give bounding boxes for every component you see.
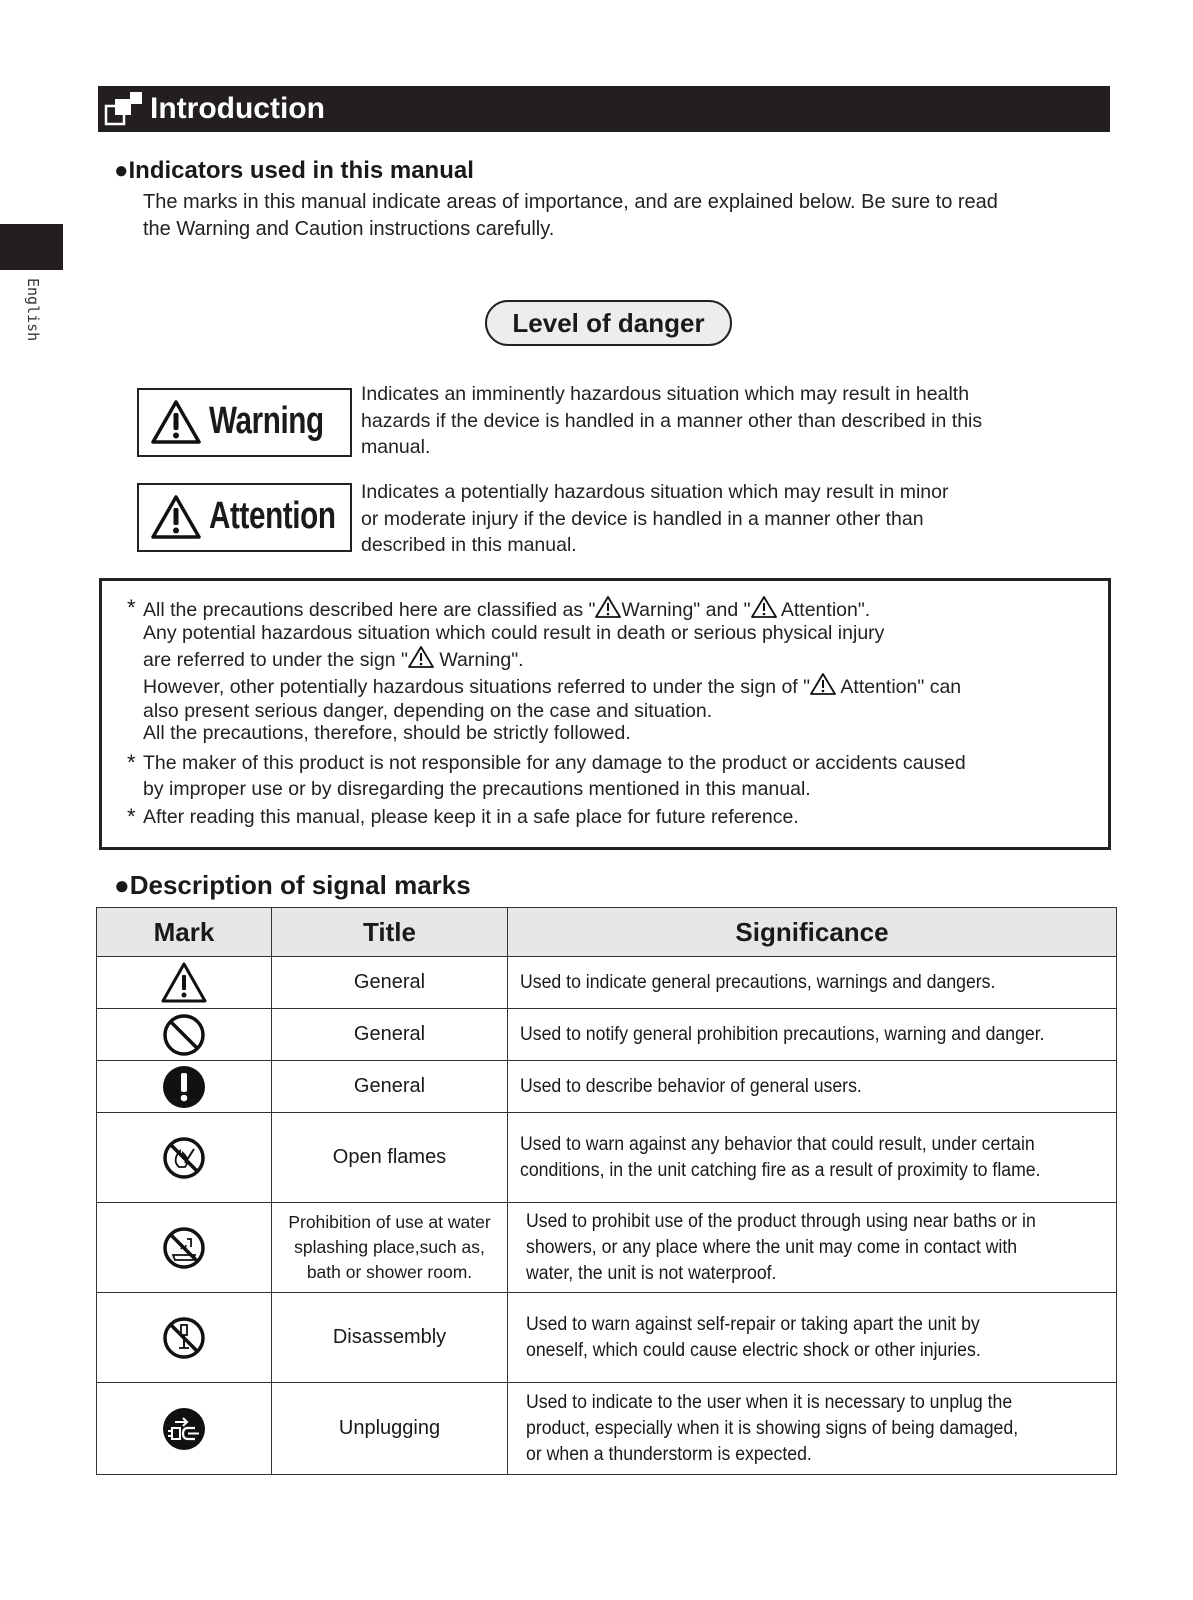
note-1-line-6: All the precautions, therefore, should be strictly followed. [143, 722, 631, 744]
precautions-notes-box [99, 578, 1111, 850]
mark-cell [97, 1203, 272, 1293]
mark-cell [97, 957, 272, 1009]
title-line: Prohibition of use at water [288, 1212, 491, 1232]
significance-line: product, especially when it is showing signs of being damaged, [526, 1417, 1019, 1439]
page-title: Introduction [150, 92, 325, 125]
signal-marks-table [96, 907, 1117, 1475]
table-row [97, 1293, 1117, 1383]
table-row [97, 957, 1117, 1009]
significance-line: or when a thunderstorm is expected. [526, 1443, 812, 1465]
level-of-danger-title: Level of danger [485, 300, 732, 346]
warning-triangle-icon [408, 645, 434, 669]
attention-label: Attention [209, 495, 336, 537]
title-line: bath or shower room. [306, 1262, 473, 1282]
note-text: Attention" can [836, 676, 962, 698]
mark-cell [97, 1009, 272, 1061]
column-header-title: Title [272, 908, 508, 957]
significance-cell [508, 1293, 1117, 1383]
language-tab [0, 224, 63, 270]
note-text: Warning" and " [621, 599, 751, 621]
exclamation-icon [161, 1064, 207, 1110]
note-asterisk: * [127, 750, 136, 775]
no-disassembly-icon [161, 1315, 207, 1361]
table-row [97, 1061, 1117, 1113]
title-cell [272, 1203, 508, 1293]
column-header-significance: Significance [508, 908, 1117, 957]
mark-cell [97, 1383, 272, 1475]
significance-cell [508, 1113, 1117, 1203]
table-row [97, 1383, 1117, 1475]
title-cell: Disassembly [272, 1293, 508, 1383]
note-1-line-2: Any potential hazardous situation which could result in death or serious physical injury [143, 622, 885, 644]
title-cell: Open flames [272, 1113, 508, 1203]
no-open-flames-icon [161, 1135, 207, 1181]
mark-cell [97, 1293, 272, 1383]
attention-description-line: or moderate injury if the device is handled in a manner other than [361, 507, 924, 530]
significance-cell [508, 1383, 1117, 1475]
warning-triangle-icon [151, 494, 201, 540]
warning-description-line: hazards if the device is handled in a manner other than described in this [361, 409, 983, 432]
warning-triangle-icon [161, 960, 207, 1006]
significance-line: Used to indicate to the user when it is necessary to unplug the [526, 1391, 1013, 1413]
significance-line: Used to warn against any behavior that could result, under certain [520, 1133, 1035, 1155]
note-1-line-5: also present serious danger, depending on the case and situation. [143, 700, 713, 722]
note-asterisk: * [127, 595, 136, 620]
title-cell: General [272, 957, 508, 1009]
table-row [97, 1009, 1117, 1061]
warning-triangle-icon [151, 399, 201, 445]
warning-description-line: Indicates an imminently hazardous situation which may result in health [361, 383, 970, 405]
significance-line: Used to prohibit use of the product through using near baths or in [526, 1210, 1036, 1232]
mark-cell [97, 1061, 272, 1113]
no-water-splash-icon [161, 1225, 207, 1271]
attention-sign [137, 483, 352, 552]
prohibition-icon [161, 1012, 207, 1058]
note-2-line-1: The maker of this product is not responsible for any damage to the product or accidents caused [143, 752, 966, 774]
table-row [97, 1203, 1117, 1293]
title-cell: Unplugging [272, 1383, 508, 1475]
note-1-line-1 [143, 595, 870, 623]
section-header-bar [98, 86, 1110, 132]
warning-triangle-icon [751, 595, 777, 619]
title-cell: General [272, 1009, 508, 1061]
significance-cell [508, 1061, 1117, 1113]
note-text: Attention". [776, 599, 871, 621]
title-line: splashing place,such as, [294, 1237, 485, 1257]
significance-line: Used to notify general prohibition precautions, warning and danger. [520, 1023, 1045, 1045]
warning-sign [137, 388, 352, 457]
note-asterisk: * [127, 804, 136, 829]
significance-line: water, the unit is not waterproof. [526, 1262, 777, 1284]
significance-cell [508, 1203, 1117, 1293]
warning-label: Warning [209, 400, 324, 442]
unplug-icon [161, 1406, 207, 1452]
note-1-line-3 [143, 645, 524, 673]
warning-description-line: manual. [361, 436, 431, 458]
mark-cell [97, 1113, 272, 1203]
note-3-line-1: After reading this manual, please keep it in a safe place for future reference. [143, 806, 799, 828]
note-2-line-2: by improper use or by disregarding the precautions mentioned in this manual. [143, 778, 811, 800]
significance-line: conditions, in the unit catching fire as a result of proximity to flame. [520, 1159, 1041, 1181]
significance-cell [508, 1009, 1117, 1061]
note-text: are referred to under the sign " [143, 649, 408, 671]
attention-description-line: described in this manual. [361, 534, 577, 556]
signal-marks-heading: ●Description of signal marks [114, 870, 471, 900]
significance-line: oneself, which could cause electric shock or other injuries. [526, 1339, 981, 1361]
warning-triangle-icon [595, 595, 621, 619]
title-cell: General [272, 1061, 508, 1113]
table-row [97, 1113, 1117, 1203]
note-text: However, other potentially hazardous situations referred to under the sign of " [143, 676, 811, 698]
significance-cell [508, 957, 1117, 1009]
significance-line: Used to warn against self-repair or taking apart the unit by [526, 1313, 980, 1335]
column-header-mark: Mark [97, 908, 272, 957]
significance-line: showers, or any place where the unit may come in contact with [526, 1236, 1018, 1258]
attention-description [361, 479, 948, 559]
warning-triangle-icon [810, 672, 836, 696]
note-1-line-4 [143, 672, 961, 700]
table-header-row [97, 908, 1117, 957]
note-text: Warning". [433, 649, 524, 671]
section-squares-icon [104, 90, 144, 128]
indicators-text-line1: The marks in this manual indicate areas of importance, and are explained below. Be sure to read [143, 191, 998, 213]
language-label: English [24, 278, 42, 342]
indicators-heading: ●Indicators used in this manual [114, 157, 474, 184]
significance-line: Used to describe behavior of general users. [520, 1075, 862, 1097]
note-text: All the precautions described here are classified as " [143, 599, 596, 621]
significance-line: Used to indicate general precautions, warnings and dangers. [520, 971, 996, 993]
indicators-text-line2: the Warning and Caution instructions carefully. [143, 218, 555, 240]
attention-description-line: Indicates a potentially hazardous situation which may result in minor [361, 481, 949, 503]
warning-description [361, 381, 982, 461]
